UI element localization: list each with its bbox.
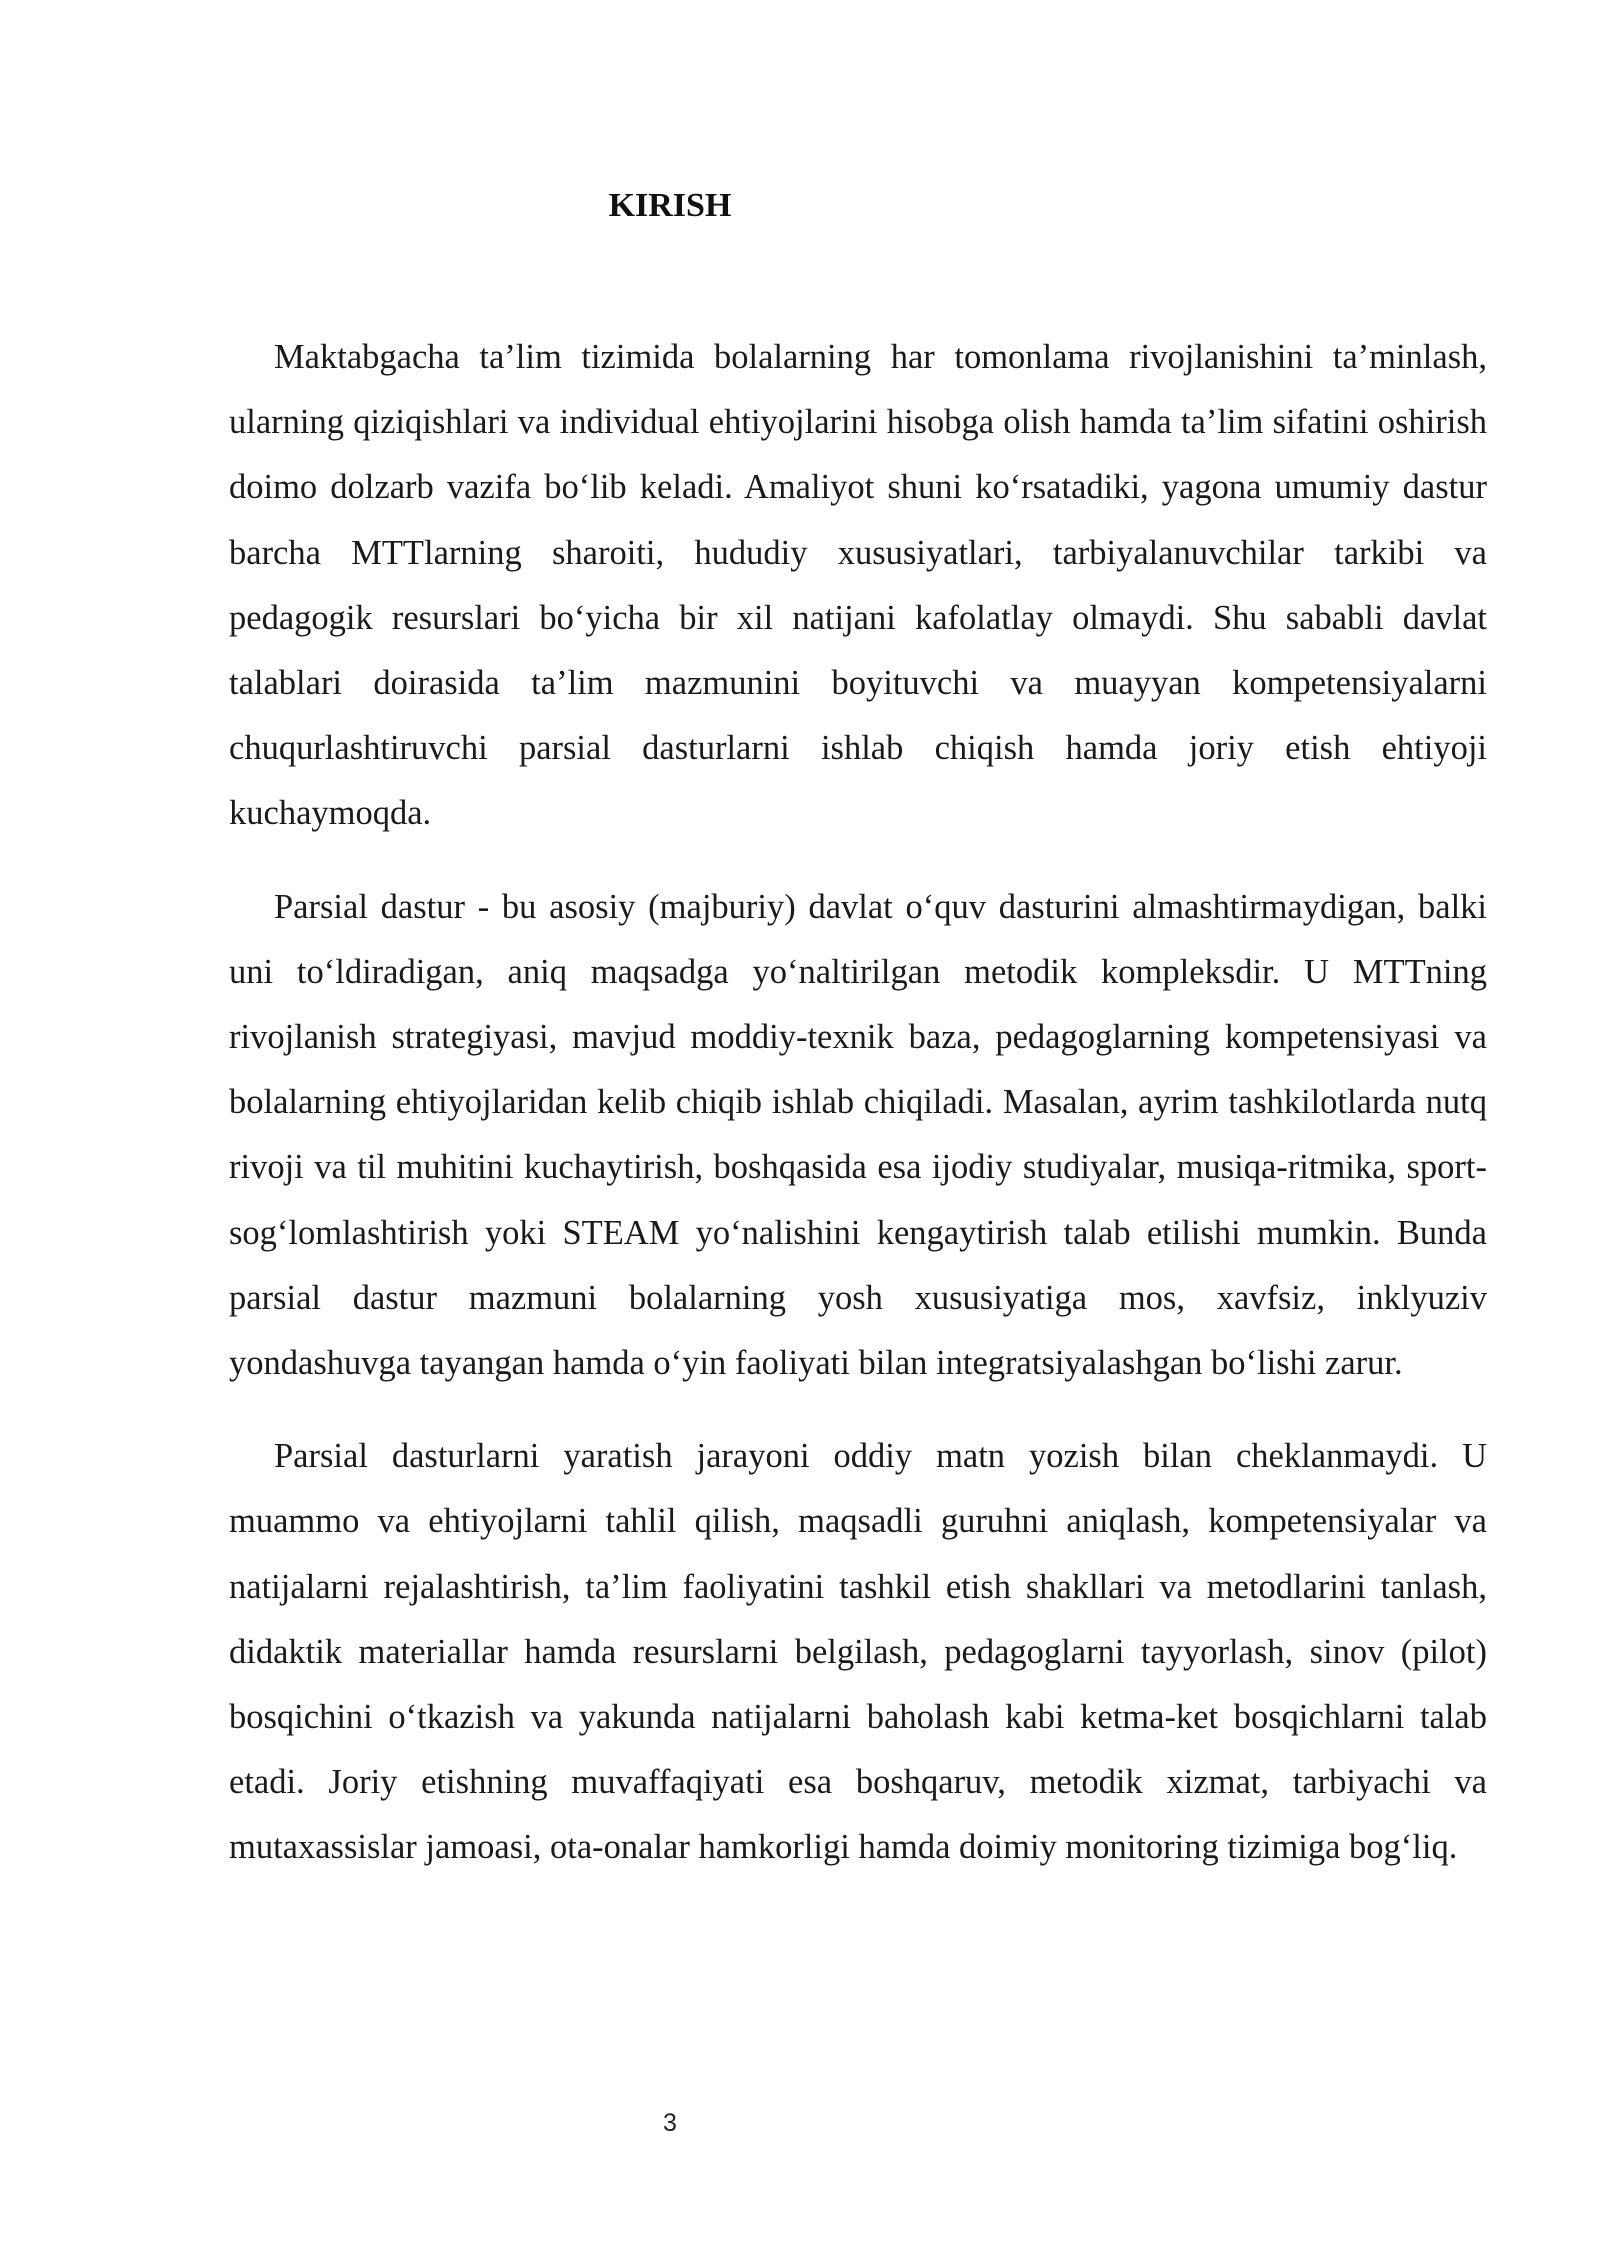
section-title: KIRISH bbox=[608, 187, 732, 224]
body-text bbox=[229, 325, 1487, 1909]
paragraph-3: Parsial dasturlarni yaratish jarayoni oddiy matn yozish bilan cheklanmaydi. U muammo va ehtiyojlarni tahlil qilish, maqsadli guruhni aniqlash, kompetensiyalar va natijalarni rejalashtirish, ta’lim faoliyatini tashkil etish shakllari va metodlarini tanlash, didaktik materiallar hamda resurslarni belgilash, pedagoglarni tayyorlash, sinov (pilot) bosqichini o‘tkazish va yakunda natijalarni baholash kabi ketma-ket bosqichlarni talab etadi. Joriy etishning muvaffaqiyati esa boshqaruv, metodik xizmat, tarbiyachi va mutaxassislar jamoasi, ota-onalar hamkorligi hamda doimiy monitoring tizimiga bog‘liq. bbox=[229, 1437, 1487, 1867]
paragraph-2: Parsial dastur - bu asosiy (majburiy) davlat o‘quv dasturini almashtirmaydigan, balki uni to‘ldiradigan, aniq maqsadga yo‘naltirilgan metodik kompleksdir. U MTTning rivojlanish strategiyasi, mavjud moddiy-texnik baza, pedagoglarning kompetensiyasi va bolalarning ehtiyojlaridan kelib chiqib ishlab chiqiladi. Masalan, ayrim tashkilotlarda nutq rivoji va til muhitini kuchaytirish, boshqasida esa ijodiy studiyalar, musiqa-ritmika, sport-sog‘lomlashtirish yoki STEAM yo‘nalishini kengaytirish talab etilishi mumkin. Bunda parsial dastur mazmuni bolalarning yosh xususiyatiga mos, xavfsiz, inklyuziv yondashuvga tayangan hamda o‘yin faoliyati bilan integratsiyalashgan bo‘lishi zarur. bbox=[229, 887, 1487, 1383]
paragraph-1: Maktabgacha ta’lim tizimida bolalarning har tomonlama rivojlanishini ta’minlash, ularning qiziqishlari va individual ehtiyojlarini hisobga olish hamda ta’lim sifatini oshirish doimo dolzarb vazifa bo‘lib keladi. Amaliyot shuni ko‘rsatadiki, yagona umumiy dastur barcha MTTlarning sharoiti, hududiy xususiyatlari, tarbiyalanuvchilar tarkibi va pedagogik resurslari bo‘yicha bir xil natijani kafolatlay olmaydi. Shu sababli davlat talablari doirasida ta’lim mazmunini boyituvchi va muayyan kompetensiyalarni chuqurlashtiruvchi parsial dasturlarni ishlab chiqish hamda joriy etish ehtiyoji kuchaymoqda. bbox=[229, 338, 1487, 833]
page-number: 3 bbox=[663, 2109, 677, 2137]
